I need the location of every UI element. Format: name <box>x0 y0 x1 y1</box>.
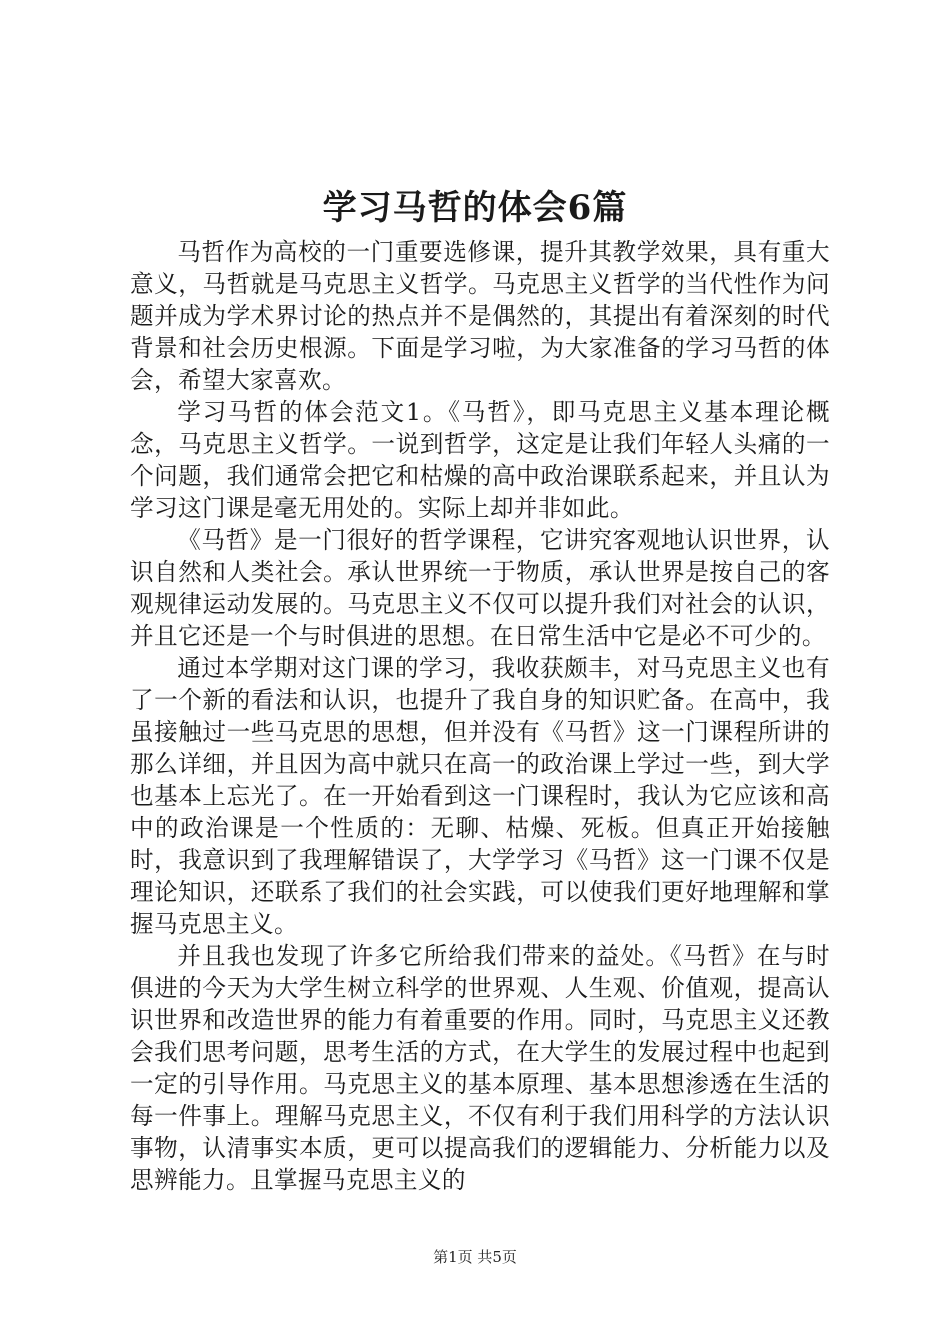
document-title: 学习马哲的体会6篇 <box>322 188 628 228</box>
document-body <box>130 236 830 1196</box>
paragraph-benefits: 并且我也发现了许多它所给我们带来的益处。《马哲》在与时俱进的今天为大学生树立科学的世界观、人生观、价值观，提高认识世界和改造世界的能力有着重要的作用。同时，马克思主义还教会我们思考问题，思考生活的方式，在大学生的发展过程中也起到一定的引导作用。马克思主义的基本原理、基本思想渗透在生活的每一件事上。理解马克思主义，不仅有利于我们用科学的方法认识事物，认清事实本质，更可以提高我们的逻辑能力、分析能力以及思辨能力。且掌握马克思主义的 <box>130 942 830 1194</box>
paragraph-intro: 马哲作为高校的一门重要选修课，提升其教学效果，具有重大意义，马哲就是马克思主义哲学。马克思主义哲学的当代性作为问题并成为学术界讨论的热点并不是偶然的，其提出有着深刻的时代背景和社会历史根源。下面是学习啦，为大家准备的学习马哲的体会，希望大家喜欢。 <box>130 238 830 394</box>
paragraph-sample-1: 学习马哲的体会范文1。《马哲》，即马克思主义基本理论概念，马克思主义哲学。一说到哲学，这定是让我们年轻人头痛的一个问题，我们通常会把它和枯燥的高中政治课联系起来，并且认为学习这门课是毫无用处的。实际上却并非如此。 <box>130 398 830 522</box>
paragraph-course-description: 《马哲》是一门很好的哲学课程，它讲究客观地认识世界，认识自然和人类社会。承认世界统一于物质，承认世界是按自己的客观规律运动发展的。马克思主义不仅可以提升我们对社会的认识，并且它还是一个与时俱进的思想。在日常生活中它是必不可少的。 <box>130 526 830 650</box>
paragraph-learning-experience: 通过本学期对这门课的学习，我收获颇丰，对马克思主义也有了一个新的看法和认识，也提升了我自身的知识贮备。在高中，我虽接触过一些马克思的思想，但并没有《马哲》这一门课程所讲的那么详细，并且因为高中就只在高一的政治课上学过一些，到大学也基本上忘光了。在一开始看到这一门课程时，我认为它应该和高中的政治课是一个性质的：无聊、枯燥、死板。但真正开始接触时，我意识到了我理解错误了，大学学习《马哲》这一门课不仅是理论知识，还联系了我们的社会实践，可以使我们更好地理解和掌握马克思主义。 <box>130 654 830 938</box>
page-footer: 第1页 共5页 <box>433 1248 517 1266</box>
